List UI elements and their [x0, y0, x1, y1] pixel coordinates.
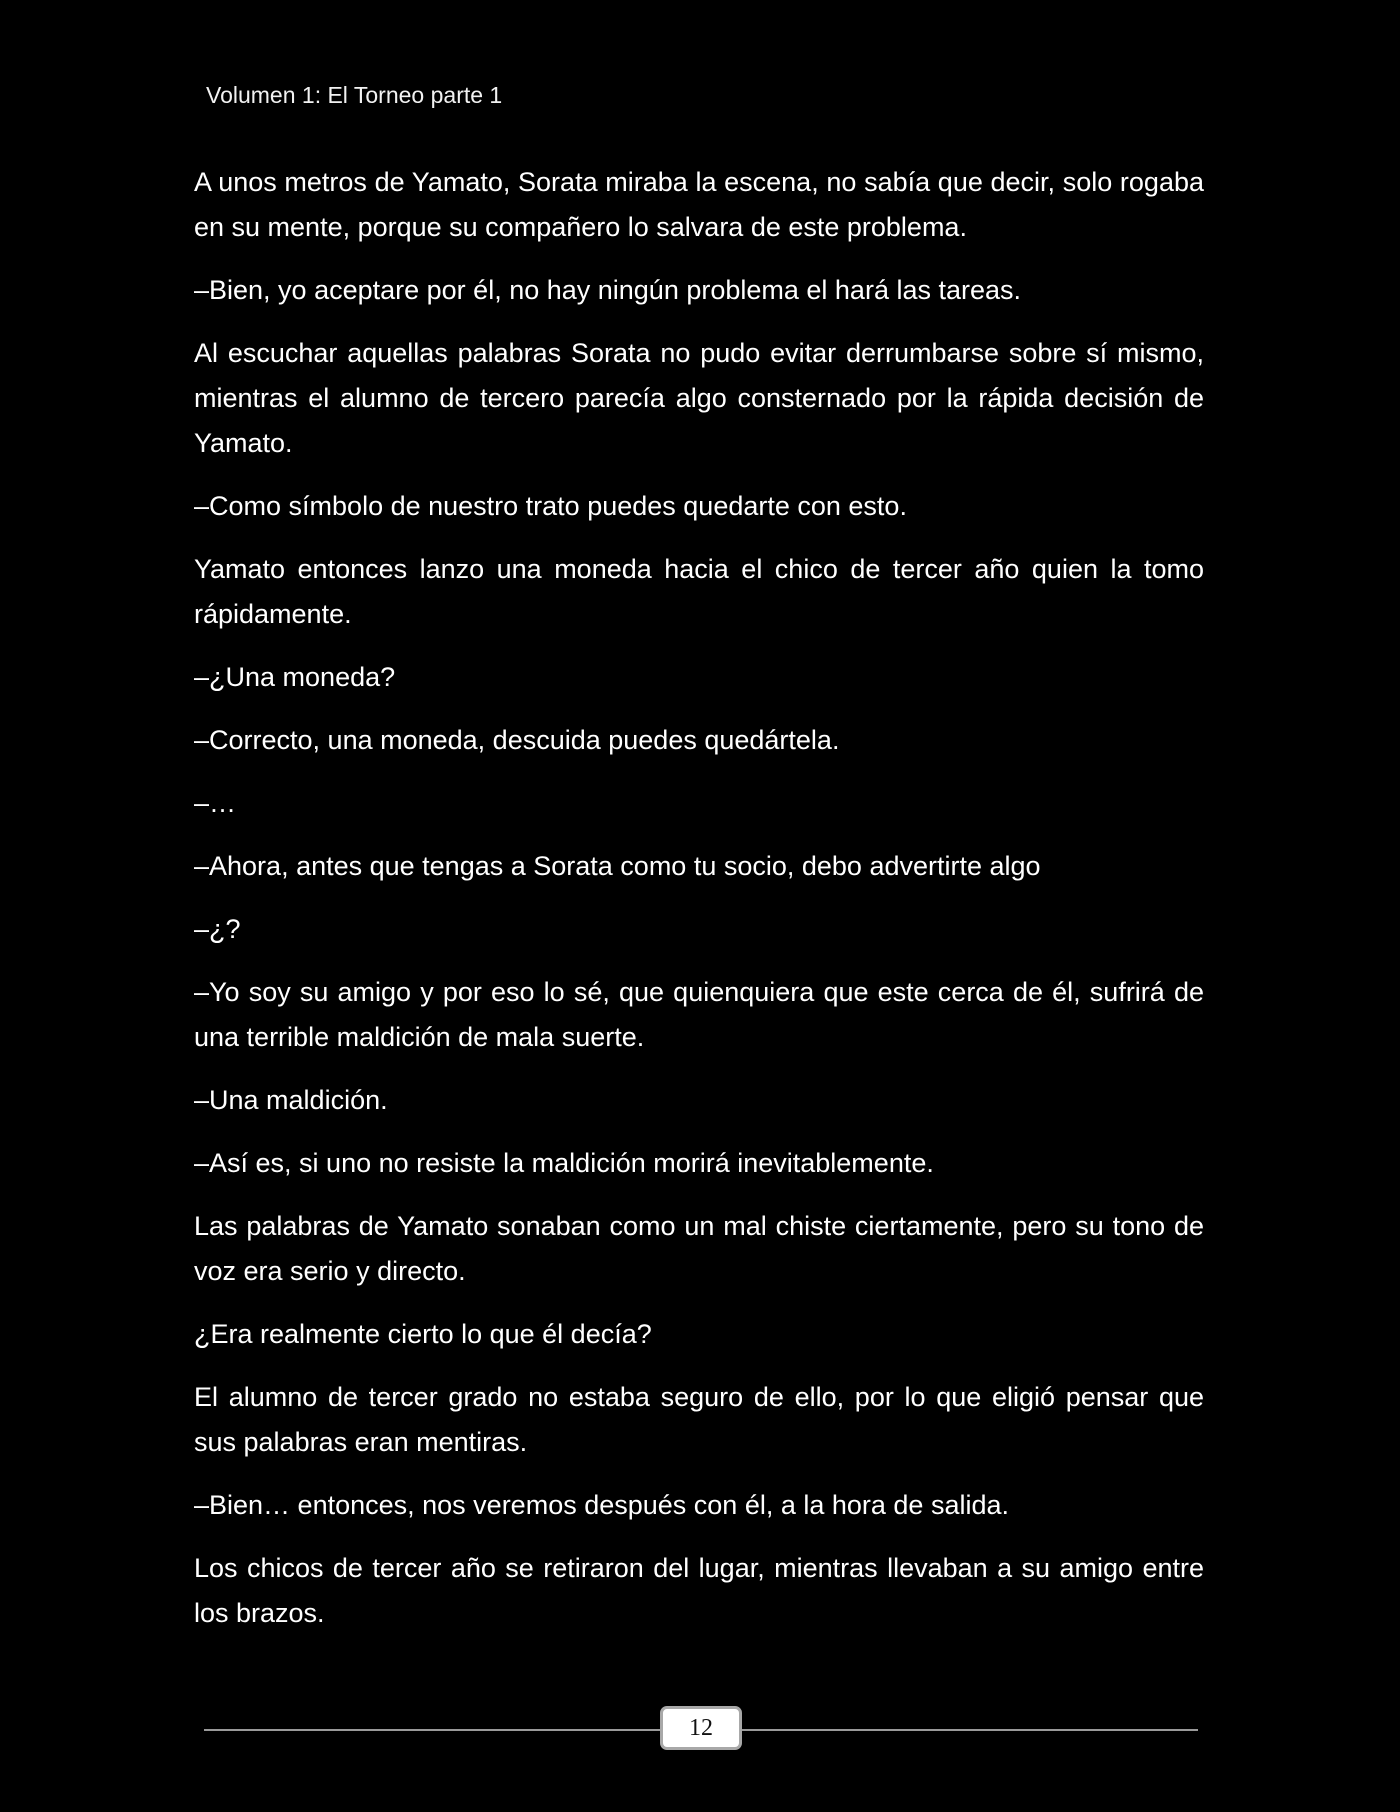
paragraph: El alumno de tercer grado no estaba seguro de ello, por lo que eligió pensar que sus palabras eran mentiras. — [194, 1382, 1204, 1457]
paragraph: –Como símbolo de nuestro trato puedes quedarte con esto. — [194, 491, 907, 521]
paragraph: –¿Una moneda? — [194, 662, 396, 692]
paragraph: –Correcto, una moneda, descuida puedes quedártela. — [194, 725, 840, 755]
paragraph: –… — [194, 788, 237, 818]
paragraph: A unos metros de Yamato, Sorata miraba la escena, no sabía que decir, solo rogaba en su mente, porque su compañero lo salvara de este problema. — [194, 167, 1204, 242]
page-footer — [204, 1704, 1198, 1754]
paragraph: –Bien, yo aceptare por él, no hay ningún problema el hará las tareas. — [194, 275, 1022, 305]
paragraph: Al escuchar aquellas palabras Sorata no pudo evitar derrumbarse sobre sí mismo, mientras el alumno de tercero parecía algo consternado por la rápida decisión de Yamato. — [194, 338, 1204, 458]
paragraph: –Yo soy su amigo y por eso lo sé, que quienquiera que este cerca de él, sufrirá de una terrible maldición de mala suerte. — [194, 977, 1204, 1052]
paragraph: Las palabras de Yamato sonaban como un mal chiste ciertamente, pero su tono de voz era serio y directo. — [194, 1211, 1204, 1286]
paragraph: ¿Era realmente cierto lo que él decía? — [194, 1319, 652, 1349]
paragraph: Yamato entonces lanzo una moneda hacia el chico de tercer año quien la tomo rápidamente. — [194, 554, 1204, 629]
paragraph: –Una maldición. — [194, 1085, 388, 1115]
page-number: 12 — [660, 1706, 742, 1750]
paragraph: –Bien… entonces, nos veremos después con él, a la hora de salida. — [194, 1490, 1009, 1520]
paragraph: –¿? — [194, 914, 241, 944]
paragraph: –Así es, si uno no resiste la maldición morirá inevitablemente. — [194, 1148, 934, 1178]
running-header: Volumen 1: El Torneo parte 1 — [206, 82, 503, 108]
paragraph: Los chicos de tercer año se retiraron del lugar, mientras llevaban a su amigo entre los brazos. — [194, 1553, 1204, 1628]
body-text — [194, 160, 1204, 1654]
paragraph: –Ahora, antes que tengas a Sorata como tu socio, debo advertirte algo — [194, 851, 1041, 881]
